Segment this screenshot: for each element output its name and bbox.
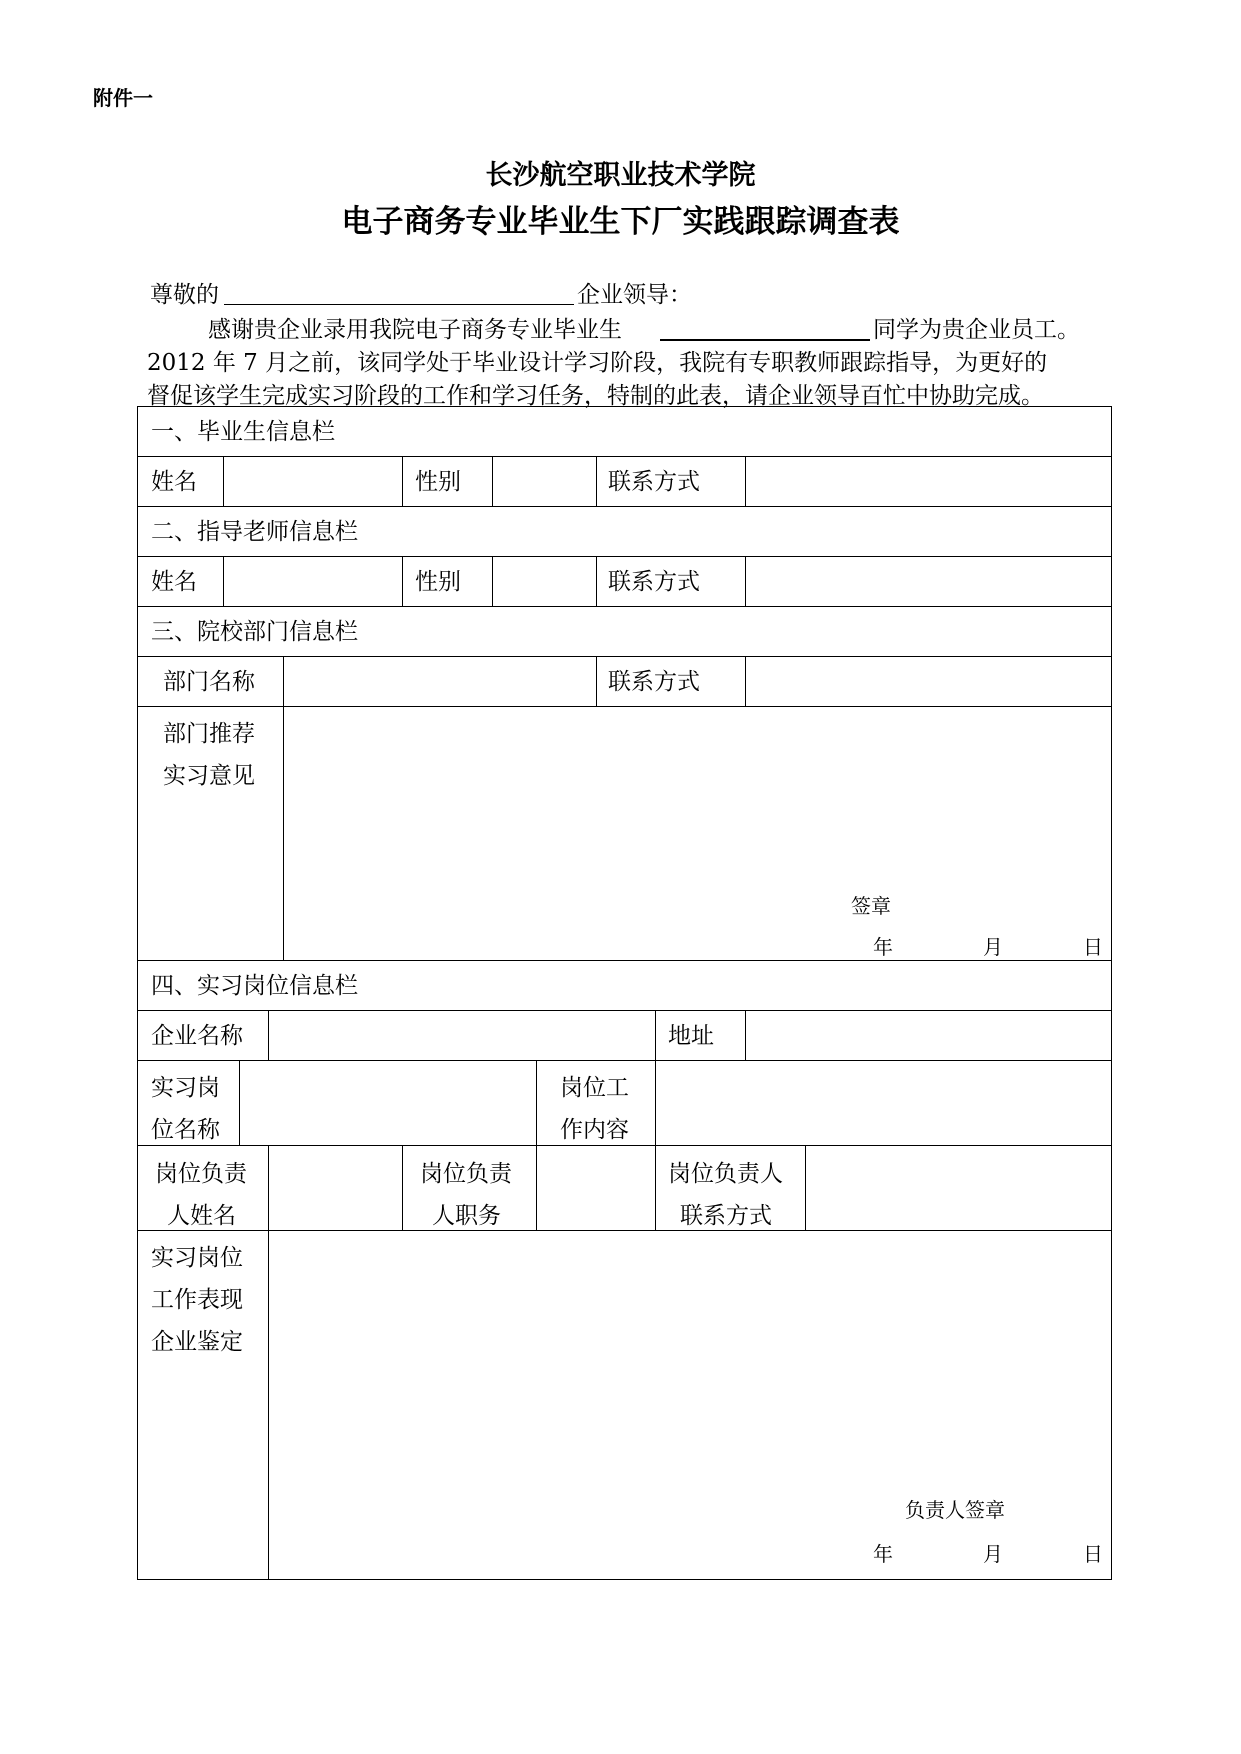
dept-contact-field[interactable] (748, 658, 1110, 704)
col-divider (745, 556, 746, 606)
col-divider (268, 1145, 269, 1230)
graduate-contact-label: 联系方式 (608, 469, 700, 495)
col-divider (596, 456, 597, 506)
dept-contact-label: 联系方式 (608, 669, 700, 695)
col-divider (745, 656, 746, 706)
row-divider (137, 960, 1112, 961)
company-name-blank[interactable] (224, 277, 574, 305)
intro-line3: 督促该学生完成实习阶段的工作和学习任务，特制的此表，请企业领导百忙中协助完成。 (147, 383, 1044, 409)
appraisal-label-line3: 企业鉴定 (151, 1329, 243, 1355)
col-divider (492, 556, 493, 606)
supervisor-name-label-line2: 人姓名 (167, 1203, 236, 1229)
content-label-line2: 作内容 (560, 1117, 629, 1143)
graduate-contact-field[interactable] (748, 458, 1110, 504)
col-divider (223, 556, 224, 606)
col-divider (268, 1010, 269, 1060)
col-divider (536, 1145, 537, 1230)
appraisal-field[interactable] (271, 1232, 1110, 1492)
col-divider (402, 456, 403, 506)
supervisor-title-label-line1: 岗位负责 (420, 1161, 512, 1187)
graduate-gender-label: 性别 (415, 469, 461, 495)
col-divider (492, 456, 493, 506)
row-divider (137, 1230, 1112, 1231)
supervisor-name-label-line1: 岗位负责 (155, 1161, 247, 1187)
row-divider (137, 606, 1112, 607)
teacher-contact-label: 联系方式 (608, 569, 700, 595)
school-title: 长沙航空职业技术学院 (485, 160, 756, 191)
form-title: 电子商务专业毕业生下厂实践跟踪调查表 (341, 204, 900, 240)
row-divider (137, 1060, 1112, 1061)
appraisal-label-line1: 实习岗位 (151, 1245, 243, 1271)
graduate-gender-field[interactable] (495, 458, 594, 504)
col-divider (596, 656, 597, 706)
appraisal-month-label: 月 (983, 1542, 1003, 1566)
appraisal-label-line2: 工作表现 (151, 1287, 243, 1313)
salutation-suffix: 企业领导： (577, 282, 692, 308)
appraisal-year-label: 年 (873, 1542, 893, 1566)
teacher-gender-label: 性别 (415, 569, 461, 595)
address-field[interactable] (748, 1012, 1110, 1058)
graduate-name-field[interactable] (226, 458, 400, 504)
row-divider (137, 1145, 1112, 1146)
col-divider (223, 456, 224, 506)
appraisal-day-label: 日 (1083, 1542, 1103, 1566)
col-divider (536, 1060, 537, 1145)
position-label-line2: 位名称 (151, 1117, 220, 1143)
row-divider (137, 556, 1112, 557)
student-name-blank[interactable] (660, 312, 870, 341)
dept-opinion-label-line1: 部门推荐 (163, 721, 255, 747)
dept-month-label: 月 (983, 935, 1003, 959)
teacher-name-label: 姓名 (151, 569, 197, 595)
supervisor-contact-label-line2: 联系方式 (680, 1203, 772, 1229)
intro-line1-after: 同学为贵企业员工。 (873, 317, 1080, 343)
supervisor-title-label-line2: 人职务 (432, 1203, 501, 1229)
position-field[interactable] (242, 1062, 534, 1143)
graduate-name-label: 姓名 (151, 469, 197, 495)
col-divider (655, 1060, 656, 1145)
dept-name-label: 部门名称 (163, 669, 255, 695)
teacher-name-field[interactable] (226, 558, 400, 604)
col-divider (745, 456, 746, 506)
col-divider (655, 1010, 656, 1060)
intro-line1-before: 感谢贵企业录用我院电子商务专业毕业生 (208, 317, 622, 343)
position-label-line1: 实习岗 (151, 1075, 220, 1101)
col-divider (805, 1145, 806, 1230)
teacher-gender-field[interactable] (495, 558, 594, 604)
content-field[interactable] (658, 1062, 1110, 1143)
dept-day-label: 日 (1083, 935, 1103, 959)
row-divider (137, 506, 1112, 507)
col-divider (283, 656, 284, 960)
salutation-prefix: 尊敬的 (150, 282, 219, 308)
supervisor-name-field[interactable] (271, 1147, 400, 1228)
company-name-label: 企业名称 (151, 1023, 243, 1049)
row-divider (137, 1010, 1112, 1011)
teacher-contact-field[interactable] (748, 558, 1110, 604)
dept-seal-label: 签章 (851, 894, 891, 918)
col-divider (239, 1060, 240, 1145)
attachment-label: 附件一 (93, 86, 153, 110)
supervisor-sign-label: 负责人签章 (905, 1498, 1005, 1522)
col-divider (596, 556, 597, 606)
row-divider (137, 456, 1112, 457)
section3-title: 三、院校部门信息栏 (151, 619, 358, 645)
content-label-line1: 岗位工 (560, 1075, 629, 1101)
section2-title: 二、指导老师信息栏 (151, 519, 358, 545)
section1-title: 一、毕业生信息栏 (151, 419, 335, 445)
col-divider (402, 556, 403, 606)
company-name-field[interactable] (271, 1012, 653, 1058)
dept-year-label: 年 (873, 935, 893, 959)
supervisor-title-field[interactable] (539, 1147, 653, 1228)
supervisor-contact-field[interactable] (808, 1147, 1110, 1228)
col-divider (402, 1145, 403, 1230)
dept-opinion-label-line2: 实习意见 (163, 763, 255, 789)
col-divider (655, 1145, 656, 1230)
dept-opinion-field[interactable] (286, 708, 1110, 898)
section4-title: 四、实习岗位信息栏 (151, 973, 358, 999)
address-label: 地址 (668, 1023, 714, 1049)
dept-name-field[interactable] (286, 658, 594, 704)
col-divider (268, 1230, 269, 1580)
supervisor-contact-label-line1: 岗位负责人 (668, 1161, 783, 1187)
intro-line2: 2012 年 7 月之前，该同学处于毕业设计学习阶段，我院有专职教师跟踪指导，为更好的 (147, 350, 1048, 376)
col-divider (745, 1010, 746, 1060)
